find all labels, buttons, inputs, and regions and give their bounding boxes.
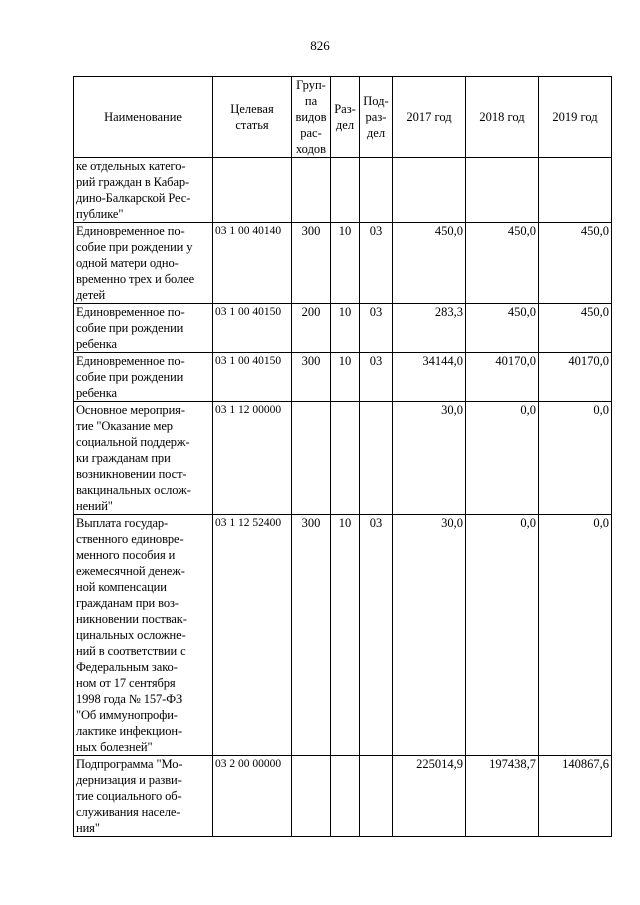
row-amount-2019 [539,158,612,223]
row-section: 10 [331,353,360,402]
row-amount-2017: 225014,9 [393,756,466,837]
text-line: ки гражданам при [76,451,171,465]
table-row [74,402,612,515]
row-expense-group [292,756,331,837]
row-target-article: 03 1 12 52400 [213,515,292,756]
row-name [74,756,213,837]
text-line: гражданам при воз- [76,596,179,610]
row-target-article [213,158,292,223]
table-row [74,353,612,402]
header-row [74,77,612,158]
row-name [74,402,213,515]
text-line: ном от 17 сентября [76,676,176,690]
text-line: детей [76,288,106,302]
text-line: па [304,94,318,108]
header-section [331,77,360,158]
row-amount-2018 [466,158,539,223]
text-line: никновении поствак- [76,612,187,626]
text-line: собие при рождении [76,370,184,384]
row-name [74,223,213,304]
row-amount-2017: 283,3 [393,304,466,353]
row-amount-2017: 450,0 [393,223,466,304]
text-line: Под- [363,94,389,108]
row-subsection [360,756,393,837]
row-amount-2019: 450,0 [539,304,612,353]
header-expense-group [292,77,331,158]
text-line: цинальных осложне- [76,628,186,642]
row-target-article: 03 2 00 00000 [213,756,292,837]
text-line: Единовременное по- [76,354,185,368]
row-name [74,515,213,756]
text-line: временно трех и более [76,272,195,286]
text-line: ке отдельных катего- [76,159,186,173]
text-line: ственного единовре- [76,532,184,546]
row-target-article: 03 1 00 40150 [213,353,292,402]
row-amount-2018: 0,0 [466,515,539,756]
text-line: ходов [295,142,327,156]
text-line: собие при рождении [76,321,184,335]
text-line: публике" [76,207,124,221]
row-expense-group: 300 [292,515,331,756]
row-section: 10 [331,304,360,353]
row-target-article: 03 1 12 00000 [213,402,292,515]
row-name [74,158,213,223]
row-amount-2017 [393,158,466,223]
table-row [74,756,612,837]
header-year-2017: 2017 год [393,77,466,158]
row-amount-2019: 450,0 [539,223,612,304]
row-target-article: 03 1 00 40140 [213,223,292,304]
row-subsection [360,402,393,515]
table-row [74,304,612,353]
row-subsection: 03 [360,304,393,353]
text-line: тие социального об- [76,789,182,803]
row-amount-2018: 450,0 [466,223,539,304]
text-line: вакцинальных ослож- [76,483,191,497]
text-line: Раз- [334,102,356,116]
text-line: дернизация и разви- [76,773,182,787]
row-section [331,756,360,837]
row-subsection [360,158,393,223]
row-amount-2019: 40170,0 [539,353,612,402]
text-line: лактике инфекцион- [76,724,183,738]
row-expense-group: 300 [292,353,331,402]
row-target-article: 03 1 00 40150 [213,304,292,353]
text-line: ния" [76,821,100,835]
row-expense-group: 300 [292,223,331,304]
text-line: тие "Оказание мер [76,419,173,433]
row-section [331,158,360,223]
text-line: дел [335,118,355,132]
text-line: рий граждан в Кабар- [76,175,190,189]
header-year-2019: 2019 год [539,77,612,158]
row-amount-2019: 0,0 [539,402,612,515]
text-line: Груп- [296,78,326,92]
header-subsection [360,77,393,158]
budget-table [73,76,612,837]
text-line: нений" [76,499,113,513]
header-target-article [213,77,292,158]
text-line: 1998 года № 157-ФЗ [76,692,183,706]
row-amount-2017: 34144,0 [393,353,466,402]
table-row [74,515,612,756]
text-line: дел [366,126,386,140]
text-line: социальной поддерж- [76,435,190,449]
text-line: служивания населе- [76,805,181,819]
table-row [74,223,612,304]
row-expense-group [292,402,331,515]
text-line: Подпрограмма "Мо- [76,757,183,771]
text-line: ний в соответствии с [76,644,186,658]
text-line: ной компенсации [76,580,167,594]
text-line: Выплата государ- [76,516,169,530]
text-line: собие при рождении у [76,240,193,254]
row-amount-2018: 40170,0 [466,353,539,402]
row-name [74,353,213,402]
text-line: статья [235,118,269,132]
row-name [74,304,213,353]
text-line: одной матери одно- [76,256,179,270]
row-expense-group [292,158,331,223]
row-expense-group: 200 [292,304,331,353]
table-body [74,158,612,837]
text-line: Целевая [230,102,274,116]
header-year-2018: 2018 год [466,77,539,158]
text-line: возникновении пост- [76,467,187,481]
text-line: Основное мероприя- [76,403,185,417]
row-subsection: 03 [360,353,393,402]
row-amount-2019: 0,0 [539,515,612,756]
text-line: менного пособия и [76,548,176,562]
text-line: ных болезней" [76,740,153,754]
page-number: 826 [310,38,330,53]
header-name: Наименование [74,77,213,158]
table-row [74,158,612,223]
text-line: ежемесячной денеж- [76,564,185,578]
text-line: видов [295,110,327,124]
row-amount-2017: 30,0 [393,515,466,756]
text-line: раз- [365,110,387,124]
text-line: ребенка [76,337,117,351]
text-line: рас- [300,126,322,140]
row-subsection: 03 [360,515,393,756]
text-line: "Об иммунопрофи- [76,708,178,722]
text-line: ребенка [76,386,117,400]
row-amount-2018: 450,0 [466,304,539,353]
row-subsection: 03 [360,223,393,304]
text-line: Единовременное по- [76,305,185,319]
row-amount-2018: 0,0 [466,402,539,515]
text-line: Федеральным зако- [76,660,178,674]
row-amount-2018: 197438,7 [466,756,539,837]
text-line: дино-Балкарской Рес- [76,191,191,205]
row-section [331,402,360,515]
row-amount-2019: 140867,6 [539,756,612,837]
text-line: Единовременное по- [76,224,185,238]
row-section: 10 [331,515,360,756]
row-section: 10 [331,223,360,304]
row-amount-2017: 30,0 [393,402,466,515]
